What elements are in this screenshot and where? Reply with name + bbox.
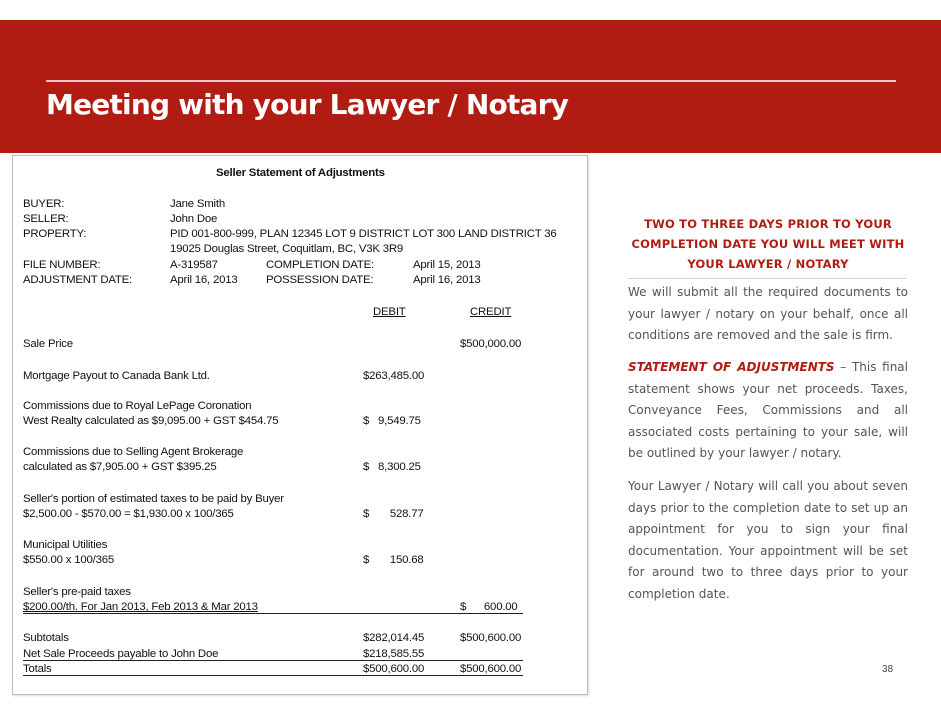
item-prepaid-taxes-detail: $200.00/th. For Jan 2013, Feb 2013 & Mar 2013 (23, 601, 258, 613)
page-title: Meeting with your Lawyer / Notary (46, 88, 569, 121)
item-commission-selling-agent-debit: $ 8,300.25 (363, 461, 421, 473)
buyer-label: BUYER: (23, 198, 65, 210)
item-commission-royal-lepage-detail: West Realty calculated as $9,095.00 + GST $454.75 (23, 415, 279, 427)
completion-date-label: COMPLETION DATE: (266, 259, 374, 271)
totals-credit: $500,600.00 (460, 663, 522, 675)
page-number: 38 (882, 664, 894, 675)
item-estimated-taxes-debit: $ 528.77 (363, 508, 424, 520)
sidebar-divider (628, 278, 906, 279)
subtotals-credit: $500,600.00 (460, 632, 522, 644)
completion-date-value: April 15, 2013 (413, 259, 481, 271)
possession-date-label: POSSESSION DATE: (266, 274, 374, 286)
net-proceeds-debit: $218,585.55 (363, 648, 425, 660)
item-commission-selling-agent: Commissions due to Selling Agent Brokerage (23, 446, 244, 458)
seller-value: John Doe (170, 213, 218, 225)
item-commission-royal-lepage: Commissions due to Royal LePage Coronation (23, 400, 252, 412)
header-divider (46, 80, 896, 82)
item-mortgage-payout: Mortgage Payout to Canada Bank Ltd. (23, 370, 210, 382)
statement-of-adjustments (12, 155, 588, 695)
sidebar-heading: TWO TO THREE DAYS PRIOR TO YOUR COMPLETION DATE YOU WILL MEET WITH YOUR LAWYER / NOTARY (631, 217, 905, 271)
adjustment-date-value: April 16, 2013 (170, 274, 238, 286)
property-line-1: PID 001-800-999, PLAN 12345 LOT 9 DISTRICT LOT 300 LAND DISTRICT 36 (170, 228, 557, 240)
subtotals-label: Subtotals (23, 632, 69, 644)
prepaid-taxes-underline (23, 613, 523, 614)
credit-header: CREDIT (470, 306, 512, 318)
item-prepaid-taxes-credit: $ 600.00 (460, 601, 518, 613)
sidebar-paragraph-appointment: Your Lawyer / Notary will call you about seven days prior to the completion date to set up an appointment for you to sign your final documentation. Your appointment will be set for around two to three days prior to your completion date. (628, 479, 908, 601)
item-commission-royal-lepage-debit: $ 9,549.75 (363, 415, 421, 427)
property-label: PROPERTY: (23, 228, 87, 240)
adjustment-date-label: ADJUSTMENT DATE: (23, 274, 133, 286)
statement-of-adjustments-text: – This final statement shows your net proceeds. Taxes, Conveyance Fees, Commissions and all associated costs pertaining to your sale, will be outlined by your lawyer / notary. (628, 360, 908, 460)
header-banner (0, 20, 941, 153)
subtotals-debit: $282,014.45 (363, 632, 425, 644)
item-estimated-taxes-detail: $2,500.00 - $570.00 = $1,930.00 x 100/365 (23, 508, 234, 520)
item-estimated-taxes: Seller's portion of estimated taxes to be paid by Buyer (23, 493, 284, 505)
debit-header: DEBIT (373, 306, 406, 318)
sidebar-paragraph-statement (628, 357, 908, 465)
item-commission-selling-agent-detail: calculated as $7,905.00 + GST $395.25 (23, 461, 217, 473)
statement-of-adjustments-term: STATEMENT OF ADJUSTMENTS (628, 360, 835, 374)
item-sale-price: Sale Price (23, 338, 73, 350)
buyer-value: Jane Smith (170, 198, 225, 210)
sidebar-paragraph-documents: We will submit all the required documents to your lawyer / notary on your behalf, once all conditions are removed and the sale is firm. (628, 285, 908, 342)
file-number-label: FILE NUMBER: (23, 259, 101, 271)
totals-debit: $500,600.00 (363, 663, 425, 675)
item-prepaid-taxes: Seller's pre-paid taxes (23, 586, 131, 598)
item-sale-price-credit: $500,000.00 (460, 338, 522, 350)
item-municipal-utilities-debit: $ 150.68 (363, 554, 424, 566)
item-municipal-utilities: Municipal Utilities (23, 539, 108, 551)
item-municipal-utilities-detail: $550.00 x 100/365 (23, 554, 114, 566)
property-line-2: 19025 Douglas Street, Coquitlam, BC, V3K 3R9 (170, 243, 404, 255)
possession-date-value: April 16, 2013 (413, 274, 481, 286)
seller-label: SELLER: (23, 213, 69, 225)
net-proceeds-label: Net Sale Proceeds payable to John Doe (23, 648, 219, 660)
totals-label: Totals (23, 663, 52, 675)
statement-title: Seller Statement of Adjustments (216, 167, 385, 179)
totals-underline (23, 675, 523, 676)
file-number-value: A-319587 (170, 259, 218, 271)
item-mortgage-payout-debit: $263,485.00 (363, 370, 425, 382)
net-proceeds-underline (23, 660, 523, 661)
